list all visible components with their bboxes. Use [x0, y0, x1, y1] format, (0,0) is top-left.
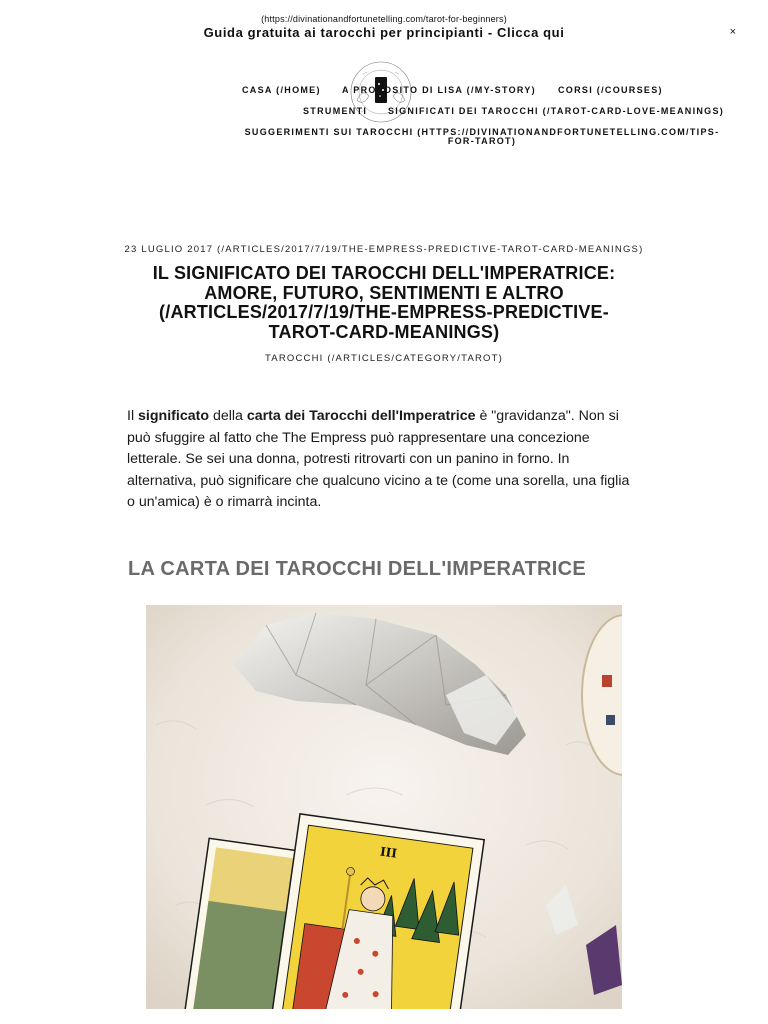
intro-paragraph [127, 406, 639, 514]
nav-card-meanings[interactable]: SIGNIFICATI DEI TAROCCHI (/TAROT-CARD-LOVE-MEANINGS) [388, 106, 725, 116]
section-heading: LA CARTA DEI TAROCCHI DELL'IMPERATRICE [128, 558, 586, 580]
nav-tips-line-1: SUGGERIMENTI SUI TAROCCHI (HTTPS://DIVINATIONANDFORTUNETELLING.COM/TIPS- [244, 127, 720, 137]
article-date-link[interactable]: 23 LUGLIO 2017 (/ARTICLES/2017/7/19/THE-EMPRESS-PREDICTIVE-TAROT-CARD-MEANINGS) [124, 244, 644, 255]
intro-bold-2: carta dei Tarocchi dell'Imperatrice [246, 408, 476, 424]
title-line-1: IL SIGNIFICATO DEI TAROCCHI DELL'IMPERATRICE: [152, 263, 616, 283]
category-link[interactable]: TAROCCHI (/ARTICLES/CATEGORY/TAROT) [265, 353, 503, 364]
title-line-3: (/ARTICLES/2017/7/19/THE-EMPRESS-PREDICTIVE- [159, 302, 609, 322]
title-line-4: TAROT-CARD-MEANINGS) [268, 321, 500, 342]
nav-tools[interactable]: STRUMENTI [303, 106, 368, 116]
empress-card-photo [146, 605, 622, 1009]
title-line-2: AMORE, FUTURO, SENTIMENTI E ALTRO [204, 282, 564, 303]
intro-bold-1: significato [138, 408, 209, 424]
empress-tarot-card [271, 814, 484, 1009]
nav-about[interactable]: A PROPOSITO DI LISA (/MY-STORY) [342, 85, 536, 95]
intro-text-1: Il [127, 408, 139, 424]
close-icon[interactable]: × [729, 26, 736, 38]
nav-courses[interactable]: CORSI (/COURSES) [558, 85, 663, 95]
top-banner [0, 14, 768, 40]
article-title [120, 264, 648, 342]
banner-guide-link[interactable]: Guida gratuita ai tarocchi per principianti - Clicca qui [203, 25, 565, 40]
nav-tips[interactable] [244, 128, 720, 146]
intro-text-3: è "gravidanza". Non si può sfuggire al fatto che The Empress può rappresentare una concezione letterale. Se sei una donna, potresti ritrovarti con un panino in forno. In alternativa, può significare che qualcuno vicino a te (come una sorella, una figlia o un'amica) è o rimarrà incinta. [127, 408, 630, 511]
intro-text-2: della [209, 408, 247, 424]
nav-tips-line-2: FOR-TAROT) [447, 136, 517, 146]
banner-url: (https://divinationandfortunetelling.com/tarot-for-beginners) [261, 14, 507, 24]
nav-home[interactable]: CASA (/HOME) [242, 85, 321, 95]
card-number: III [379, 844, 398, 861]
